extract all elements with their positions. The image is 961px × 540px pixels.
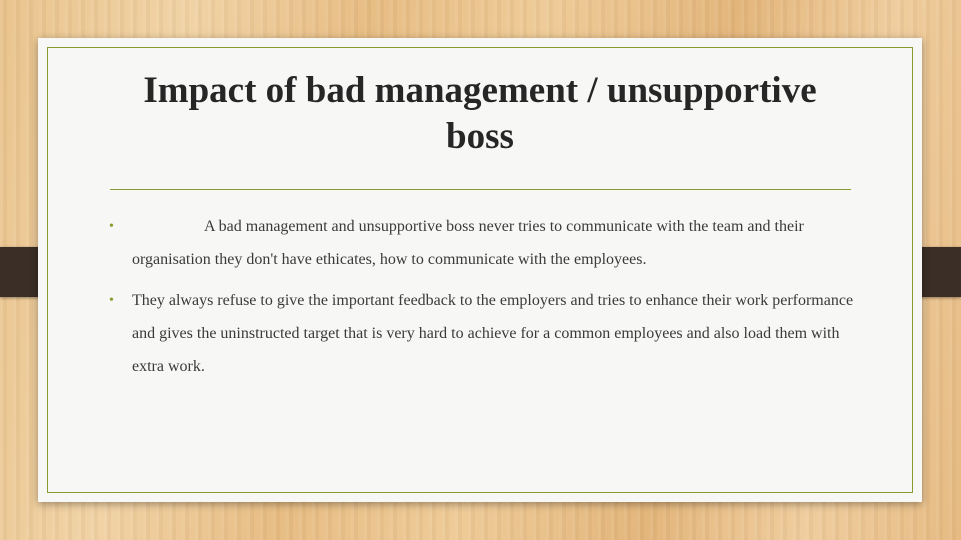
title-divider <box>110 189 851 190</box>
bullet-item <box>108 210 856 276</box>
slide-title: Impact of bad management / unsupportive boss <box>143 70 817 157</box>
bullet-text: A bad management and unsupportive boss never tries to communicate with the team and their organisation they don't have ethicates, how to communicate with the employees. <box>132 218 804 268</box>
bullet-icon: • <box>109 219 114 234</box>
bullet-text: They always refuse to give the important feedback to the employers and tries to enhance their work performance and gives the uninstructed target that is very hard to achieve for a common employees and also load them with extra work. <box>132 292 854 375</box>
slide-card <box>38 38 922 502</box>
bullet-item <box>108 284 856 383</box>
bullet-icon: • <box>109 293 114 308</box>
bullet-list <box>108 210 856 391</box>
